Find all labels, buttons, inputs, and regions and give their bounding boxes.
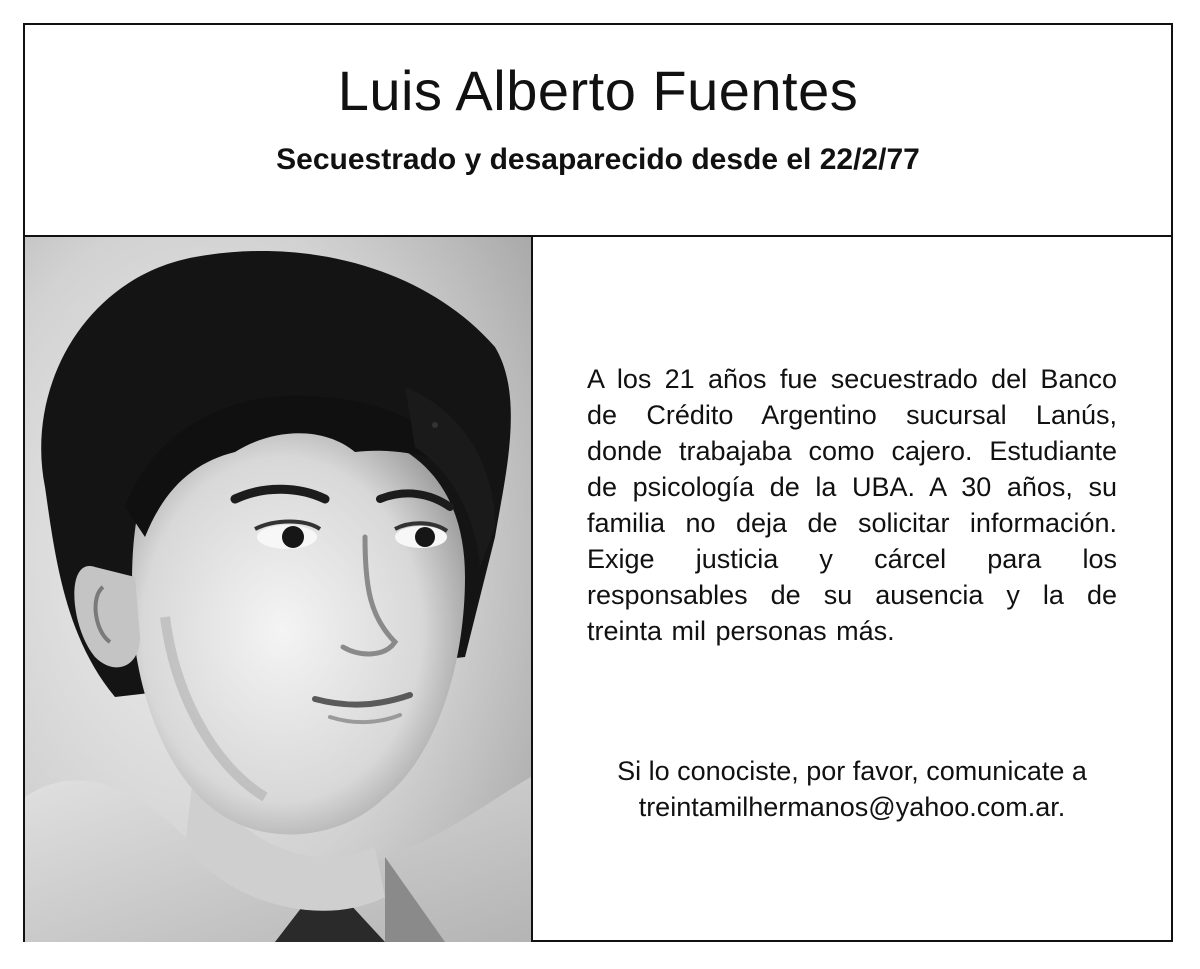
notice-frame [23, 23, 1173, 942]
header [25, 25, 1171, 237]
biography-text: A los 21 años fue secuestrado del Banco de Crédito Argentino sucursal Lanús, donde trabajaba como cajero. Estudiante de psicología de la UBA. A 30 años, su familia no deja de solicitar información. Exige justicia y cárcel para los responsables de su ausencia y la de treinta mil personas más. [587, 364, 1117, 646]
portrait-photo [25, 237, 533, 942]
portrait-photo-icon [25, 237, 531, 942]
disappearance-date: Secuestrado y desaparecido desde el 22/2/77 [276, 143, 920, 176]
contact-text [563, 753, 1141, 825]
info-panel [533, 237, 1171, 942]
contact-line: Si lo conociste, por favor, comunicate a [617, 756, 1087, 786]
contact-email[interactable]: treintamilhermanos@yahoo.com.ar. [638, 792, 1066, 822]
person-name: Luis Alberto Fuentes [337, 59, 859, 122]
